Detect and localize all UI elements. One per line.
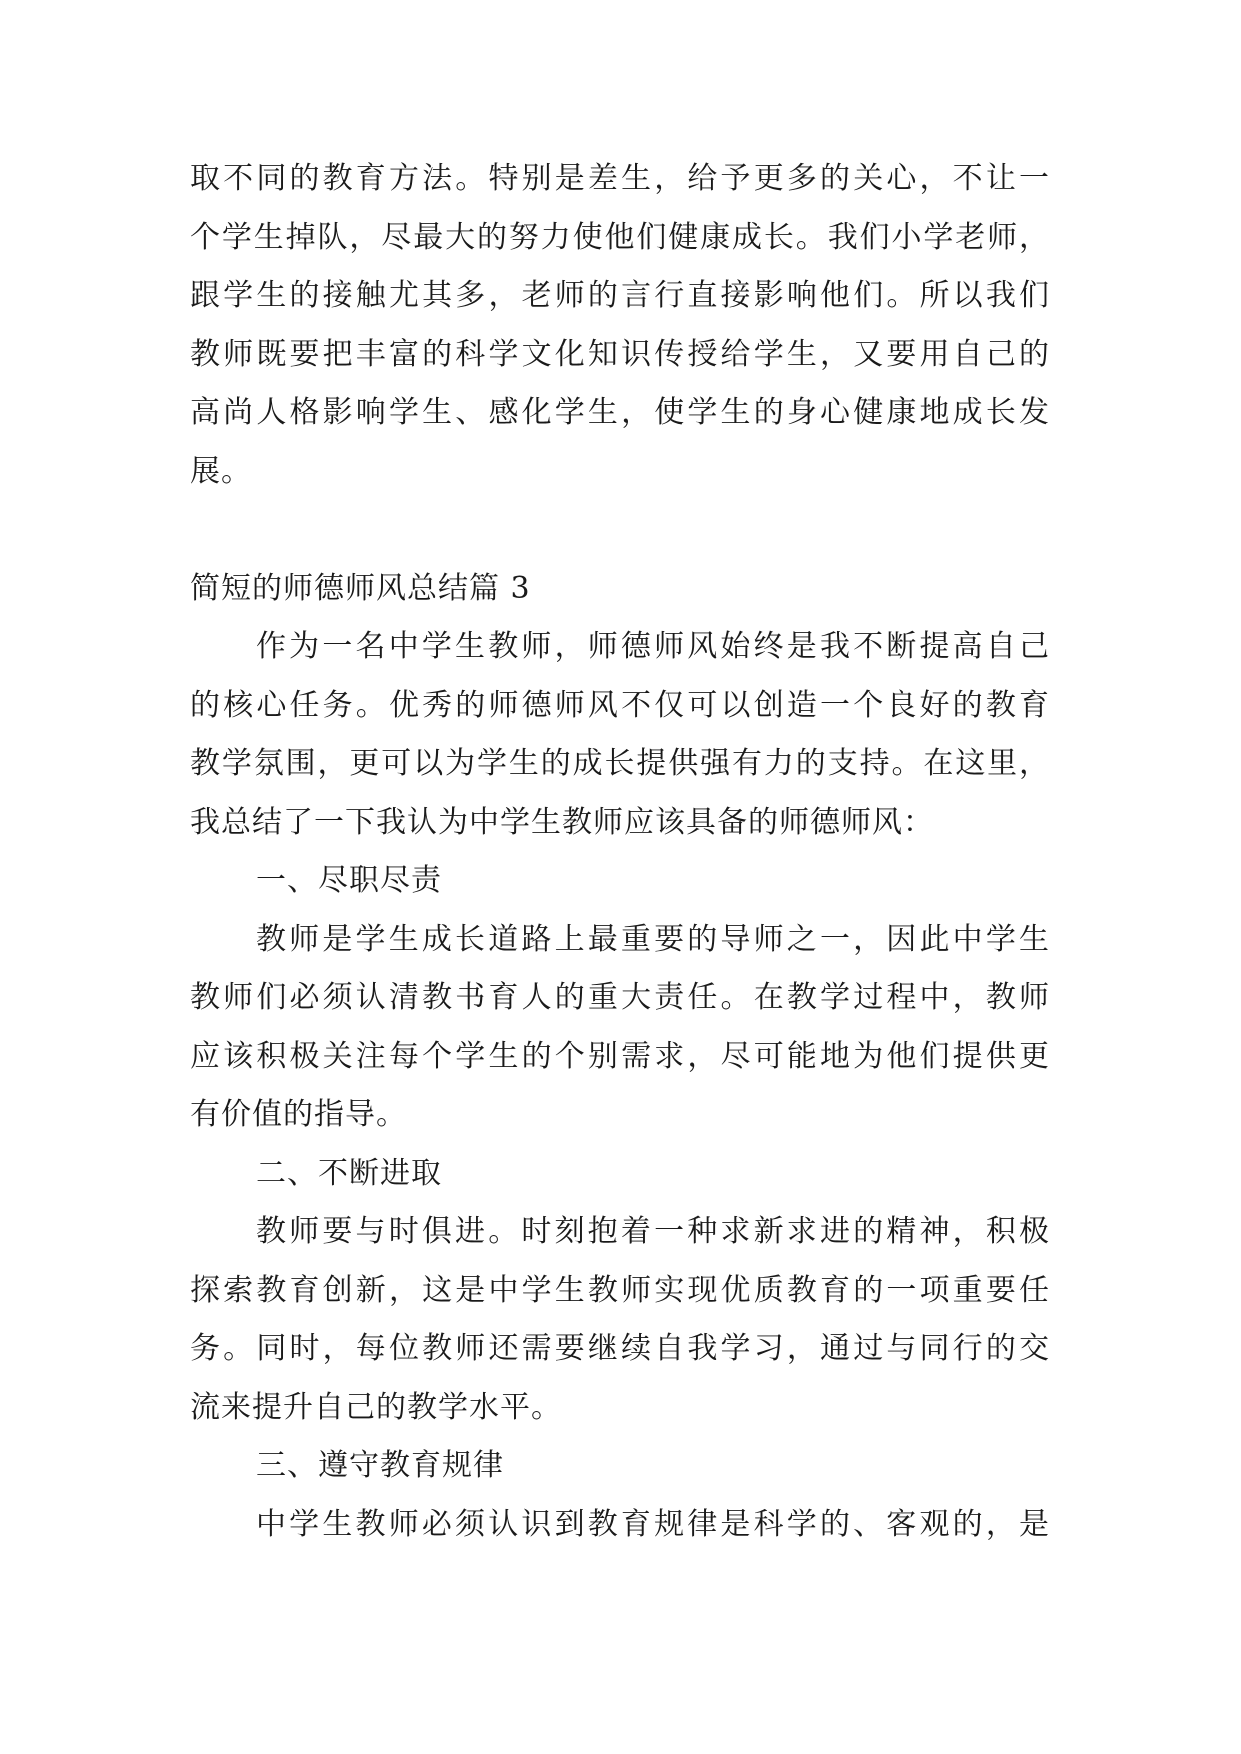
point-3-title: 三、遵守教育规律 [256, 1448, 504, 1483]
point-1-title: 一、尽职尽责 [256, 863, 442, 898]
text-line: 流来提升自己的教学水平。 [190, 1389, 562, 1425]
text-line: 教师们必须认清教书育人的重大责任。在教学过程中，教师 [190, 980, 1050, 1015]
text-line: 的核心任务。优秀的师德师风不仅可以创造一个良好的教育 [190, 687, 1050, 723]
text-line: 教师既要把丰富的科学文化知识传授给学生，又要用自己的 [190, 336, 1050, 372]
document-body [190, 150, 1050, 1554]
point-3-paragraph [190, 1496, 1050, 1555]
text-line: 应该积极关注每个学生的个别需求，尽可能地为他们提供更 [190, 1038, 1050, 1074]
point-2-title: 二、不断进取 [256, 1155, 442, 1191]
section-title: 简短的师德师风总结篇 3 [190, 570, 531, 606]
text-line: 我总结了一下我认为中学生教师应该具备的师德师风： [190, 804, 934, 840]
text-line: 跟学生的接触尤其多，老师的言行直接影响他们。所以我们 [190, 278, 1050, 313]
text-line: 教学氛围，更可以为学生的成长提供强有力的支持。在这里， [190, 746, 1050, 781]
intro-paragraph [190, 618, 1050, 852]
text-line: 展。 [190, 453, 252, 489]
text-line: 教师要与时俱进。时刻抱着一种求新求进的精神，积极 [256, 1214, 1050, 1249]
paragraph-continuation [190, 150, 1050, 501]
text-line: 务。同时，每位教师还需要继续自我学习，通过与同行的交 [190, 1331, 1050, 1366]
point-1-paragraph [190, 911, 1050, 1145]
blank-line [190, 501, 1050, 560]
text-line: 作为一名中学生教师，师德师风始终是我不断提高自己 [256, 629, 1050, 664]
point-2-paragraph [190, 1203, 1050, 1437]
text-line: 取不同的教育方法。特别是差生，给予更多的关心，不让一 [190, 161, 1050, 196]
text-line: 探索教育创新，这是中学生教师实现优质教育的一项重要任 [190, 1272, 1050, 1308]
text-line: 有价值的指导。 [190, 1097, 407, 1132]
text-line: 高尚人格影响学生、感化学生，使学生的身心健康地成长发 [190, 395, 1050, 430]
text-line: 个学生掉队，尽最大的努力使他们健康成长。我们小学老师， [190, 219, 1050, 255]
text-line: 教师是学生成长道路上最重要的导师之一，因此中学生 [256, 921, 1050, 957]
text-line: 中学生教师必须认识到教育规律是科学的、客观的，是 [256, 1506, 1050, 1542]
